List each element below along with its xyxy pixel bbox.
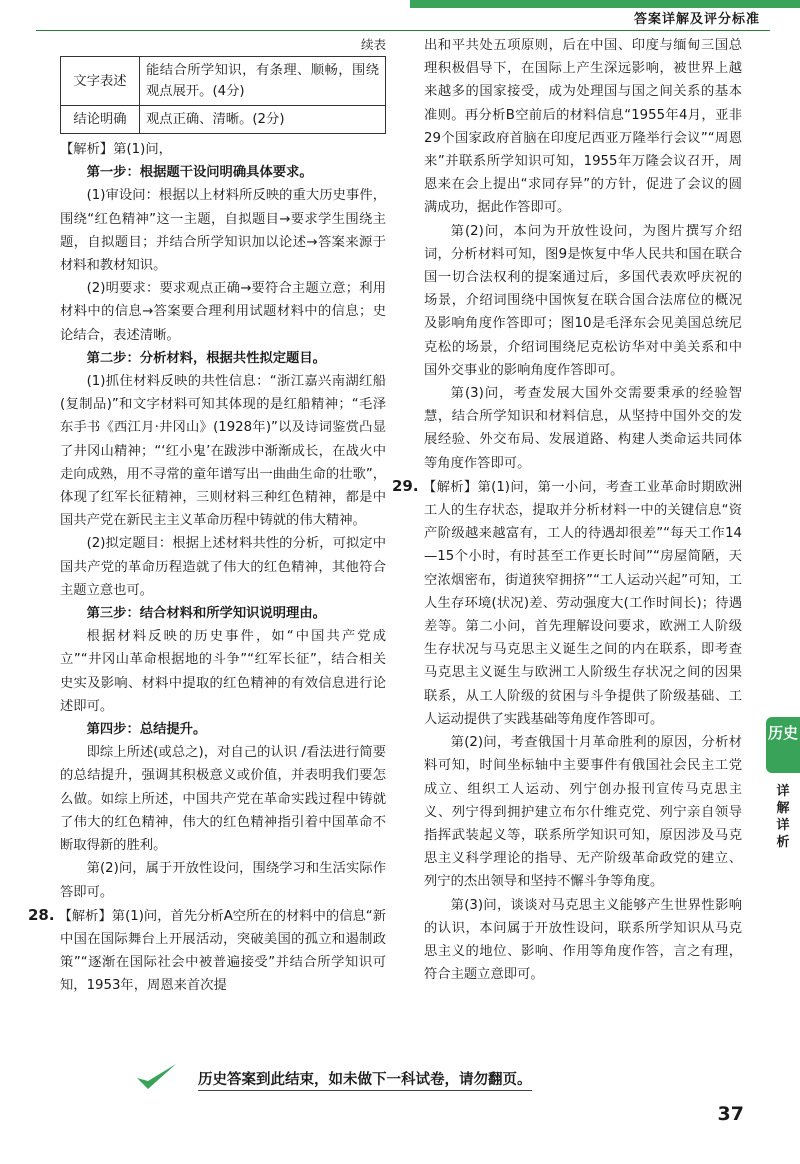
paragraph: (2)拟定题目：根据上述材料共性的分析，可拟定中国共产党的革命历程造就了伟大的红色精神，其他符合主题立意也可。	[60, 536, 386, 598]
question-29	[392, 475, 742, 731]
header-rule	[36, 30, 770, 31]
paragraph: 第(3)问，谈谈对马克思主义能够产生世界性影响的认识，本问属于开放性设问，联系所学知识从马克思主义的地位、影响、作用等角度作答，言之有理，符合主题立意即可。	[424, 897, 742, 983]
paragraph: 第(2)问，属于开放性设问，围绕学习和生活实际作答即可。	[60, 861, 386, 900]
step-heading: 第二步：分析材料，根据共性拟定题目。	[86, 350, 326, 366]
question-number: 29.	[392, 476, 419, 495]
step-heading: 第四步：总结提升。	[86, 722, 207, 738]
table-value: 观点正确、清晰。(2分)	[140, 106, 386, 134]
paragraph: (2)明要求：要求观点正确→要符合主题立意；利用材料中的信息→答案要合理利用试题材料中的信息；史论结合，表述清晰。	[60, 281, 386, 343]
checkmark-icon	[134, 1062, 178, 1096]
question-text: 【解析】第(1)问，第一小问，考查工业革命时期欧洲工人的生存状态，提取并分析材料一中的关键信息“资产阶级越来越富有，工人的待遇却很差”“每天工作14—15个小时，有时甚至工作更长时间”“房屋简陋，天空浓烟密布，街道狭窄拥挤”“工人运动兴起”可知，工人生存环境(状况)差、劳动强度大(工作时间长)；待遇差等。第二小问，首先理解设问要求，欧洲工人阶级生存状况与马克思主义诞生之间的内在联系，即考查马克思主义诞生与欧洲工人阶级生存状况之间的因果联系，从工人阶级的贫困与斗争提供了阶级基础、工人运动提供了实践基础等角度作答即可。	[422, 479, 742, 727]
paragraph: 根据材料反映的历史事件，如“中国共产党成立”“井冈山革命根据地的斗争”“红军长征”，结合相关史实及影响、材料中提取的红色精神的有效信息进行论述即可。	[60, 629, 386, 714]
question-number: 28.	[28, 905, 55, 924]
left-column	[28, 34, 387, 998]
table-row	[61, 57, 386, 106]
header-tab	[410, 0, 800, 8]
subject-tab: 历史	[766, 717, 800, 773]
step-heading: 第一步：根据题干设问明确具体要求。	[86, 165, 313, 181]
table-value: 能结合所学知识，有条理、顺畅，围绕观点展开。(4分)	[140, 57, 386, 106]
table-key: 结论明确	[61, 106, 140, 134]
question-text: 【解析】第(1)问，首先分析A空所在的材料中的信息“新中国在国际舞台上开展活动，突破美国的孤立和遏制政策”“逐渐在国际社会中被普遍接受”并结合所学知识可知，1953年，周恩来首次提	[58, 908, 386, 994]
table-key: 文字表述	[61, 57, 140, 106]
paragraph: 出和平共处五项原则，后在中国、印度与缅甸三国总理积极倡导下，在国际上产生深远影响，被世界上越来越多的国家接受，成为处理国与国之间关系的基本准则。再分析B空前后的材料信息“1955年4月，亚非29个国家政府首脑在印度尼西亚万隆举行会议”“周恩来”并联系所学知识可知，1955年万隆会议召开，周恩来在会上提出“求同存异”的方针，促进了会议的圆满成功，据此作答即可。	[424, 38, 742, 216]
paragraph: 【解析】第(1)问，	[60, 142, 172, 157]
page-number: 37	[717, 1103, 744, 1125]
question-28	[28, 904, 386, 998]
paragraph: (1)审设问：根据以上材料所反映的重大历史事件，围绕“红色精神”这一主题，自拟题目→要求学生围绕主题，自拟题目；并结合所学知识加以论述→答案来源于材料和教材知识。	[60, 188, 386, 274]
paragraph: 第(3)问，考查发展大国外交需要秉承的经验智慧，结合所学知识和材料信息，从坚持中国外交的发展经验、外交布局、发展道路、构建人类命运共同体等角度作答即可。	[424, 386, 742, 471]
table-caption: 续表	[360, 37, 386, 52]
side-label: 详解详析	[776, 784, 790, 850]
paragraph: 第(2)问，本问为开放性设问，为图片撰写介绍词，分析材料可知，图9是恢复中华人民共和国在联合国一切合法权利的提案通过后，多国代表欢呼庆祝的场景，介绍词围绕中国恢复在联合国合法席位的概况及影响角度作答即可；图10是毛泽东会见美国总统尼克松的场景，介绍词围绕尼克松访华对中美关系和中国外交事业的影响角度作答即可。	[424, 223, 742, 378]
footer	[136, 1068, 532, 1089]
scoring-table	[60, 56, 386, 134]
table-row	[61, 106, 386, 134]
paragraph: (1)抓住材料反映的共性信息：“浙江嘉兴南湖红船(复制品)”和文字材料可知其体现的是红船精神；“毛泽东手书《西江月·井冈山》(1928年)”以及诗词鉴赏凸显了井冈山精神；“‘红小鬼’在跋涉中渐渐成长，在战火中走向成熟，用不寻常的童年谱写出一曲曲生命的壮歌”，体现了红军长征精神，三则材料三种红色精神，都是中国共产党在新民主主义革命历程中铸就的伟大精神。	[60, 374, 387, 529]
step-heading: 第三步：结合材料和所学知识说明理由。	[86, 606, 326, 622]
paragraph: 第(2)问，考查俄国十月革命胜利的原因，分析材料可知，时间坐标轴中主要事件有俄国社会民主工党成立、组织工人运动、列宁创办报刊宣传马克思主义、列宁得到拥护建立布尔什维克党、列宁亲自领导指挥武装起义等，联系所学知识可知，原因涉及马克思主义科学理论的指导、无产阶级革命政党的建立、列宁的杰出领导和坚持不懈斗争等角度。	[424, 735, 742, 890]
footer-text: 历史答案到此结束，如未做下一科试卷，请勿翻页。	[198, 1072, 532, 1091]
right-column	[392, 34, 742, 986]
paragraph: 即综上所述(或总之)，对自己的认识 /看法进行简要的总结提升，强调其积极意义或价值，并表明我们要怎么做。如综上所述，中国共产党在革命实践过程中铸就了伟大的红色精神，伟大的红色精神指引着中国革命不断取得新的胜利。	[60, 745, 386, 854]
header-title: 答案详解及评分标准	[633, 12, 760, 27]
